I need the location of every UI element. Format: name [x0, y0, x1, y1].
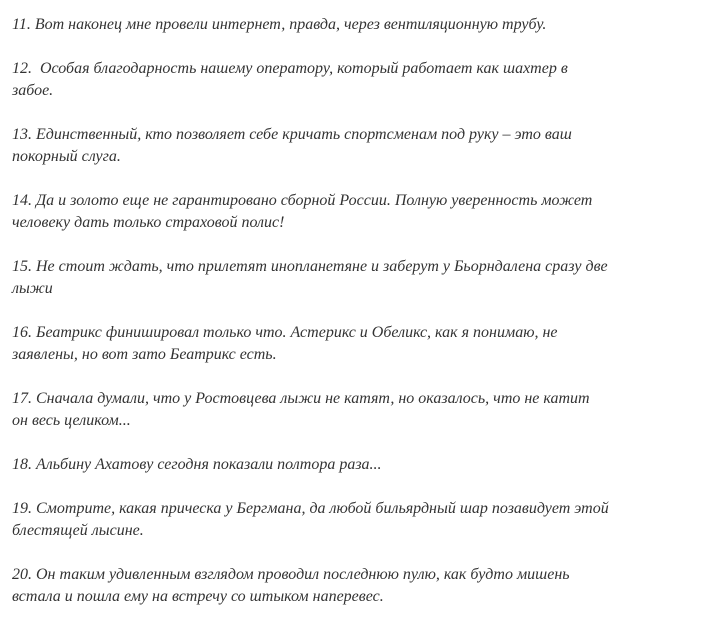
quote-item-14: 14. Да и золото еще не гарантировано сборной России. Полную уверенность может человеку дать только страховой полис!: [12, 192, 593, 231]
quotes-list: [12, 14, 612, 630]
quote-item-20: 20. Он таким удивленным взглядом проводил последнюю пулю, как будто мишень встала и пошла ему на встречу со штыком наперевес.: [12, 566, 570, 605]
quote-item-11: 11. Вот наконец мне провели интернет, правда, через вентиляционную трубу.: [12, 16, 547, 33]
quote-item-12: 12. Особая благодарность нашему оператору, который работает как шахтер в забое.: [12, 60, 568, 99]
quote-item-18: 18. Альбину Ахатову сегодня показали полтора раза...: [12, 456, 382, 473]
quote-item-19: 19. Смотрите, какая прическа у Бергмана, да любой бильярдный шар позавидует этой блестящей лысине.: [12, 500, 609, 539]
quote-item-15: 15. Не стоит ждать, что прилетят инопланетяне и заберут у Бьорндалена сразу две лыжи: [12, 258, 608, 297]
quote-item-17: 17. Сначала думали, что у Ростовцева лыжи не катят, но оказалось, что не катит он весь целиком...: [12, 390, 590, 429]
quote-item-16: 16. Беатрикс финишировал только что. Астерикс и Обеликс, как я понимаю, не заявлены, но вот зато Беатрикс есть.: [12, 324, 558, 363]
quote-item-13: 13. Единственный, кто позволяет себе кричать спортсменам под руку – это ваш покорный слуга.: [12, 126, 572, 165]
